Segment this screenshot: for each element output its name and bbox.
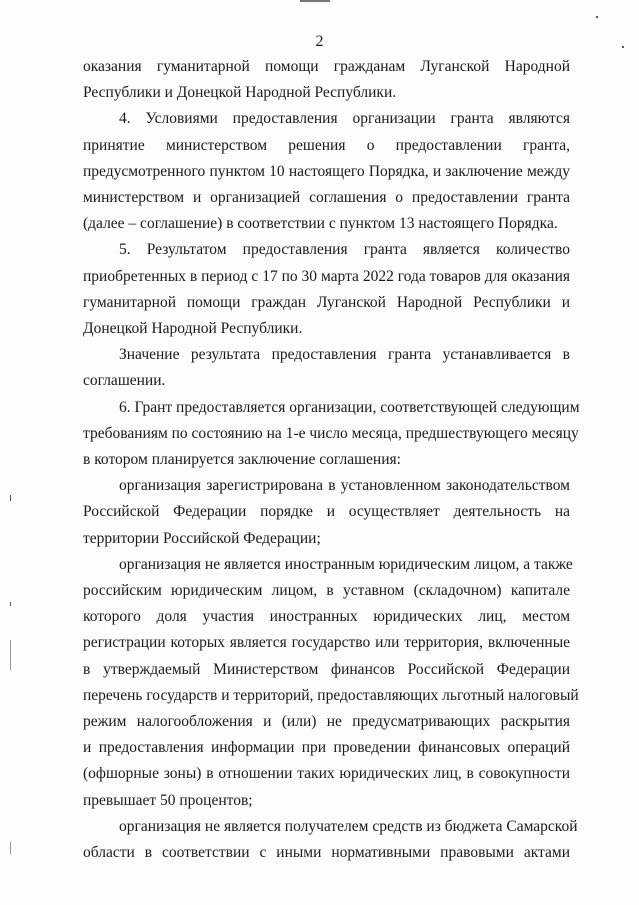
text-line: превышает 50 процентов; [83,792,253,809]
text-line: 5. Результатом предоставления гранта является количество [119,241,570,258]
scan-speck [622,46,624,48]
text-line: перечень государств и территорий, предоставляющих льготный налоговый [83,687,579,704]
text-line: требованиям по состоянию на 1-е число месяца, предшествующего месяцу [83,425,579,442]
text-line: 6. Грант предоставляется организации, соответствующей следующим [119,399,580,416]
scan-artifact [10,842,11,854]
text-line: принятие министерством решения о предоставлении гранта, [83,137,570,154]
text-line: организация не является получателем средств из бюджета Самарской [119,818,578,835]
text-line: области в соответствии с иными нормативными правовыми актами [83,844,570,861]
page-number: 2 [315,33,324,50]
text-line: организация зарегистрирована в установленном законодательством [119,477,570,494]
text-line: оказания гуманитарной помощи гражданам Луганской Народной [83,58,570,75]
text-line: приобретенных в период с 17 по 30 марта 2022 года товаров для оказания [83,268,570,285]
text-line: 4. Условиями предоставления организации гранта являются [119,110,570,127]
text-line: и предоставления информации при проведении финансовых операций [83,739,570,756]
text-line: гуманитарной помощи граждан Луганской Народной Республики и [83,294,570,311]
text-line: Донецкой Народной Республики. [83,320,303,337]
scan-artifact [10,640,11,670]
text-line: Российской Федерации порядке и осуществляет деятельность на [83,503,570,520]
text-line: в утверждаемый Министерством финансов Российской Федерации [83,661,570,678]
scan-artifact [10,602,11,606]
text-line: предусмотренного пунктом 10 настоящего Порядка, и заключение между [83,163,570,180]
text-line: в котором планируется заключение соглашения: [83,451,401,468]
text-line: режим налогообложения и (или) не предусматривающих раскрытия [83,713,570,730]
scan-artifact [300,0,330,2]
text-line: территории Российской Федерации; [83,530,321,547]
text-line: Республики и Донецкой Народной Республики. [83,84,397,101]
text-line: Значение результата предоставления гранта устанавливается в [119,346,570,363]
text-line: (далее – соглашение) в соответствии с пунктом 13 настоящего Порядка. [83,215,558,232]
text-line: соглашении. [83,372,166,389]
text-line: организация не является иностранным юридическим лицом, а также [119,556,573,573]
text-line: регистрации которых является государство или территория, включенные [83,634,570,651]
text-line: министерством и организацией соглашения о предоставлении гранта [83,189,570,206]
text-line: (офшорные зоны) в отношении таких юридических лиц, в совокупности [83,765,570,782]
text-line: российским юридическим лицом, в уставном (складочном) капитале [83,582,570,599]
text-line: которого доля участия иностранных юридических лиц, местом [83,608,570,625]
scan-artifact [10,495,11,501]
scan-speck [596,16,598,18]
